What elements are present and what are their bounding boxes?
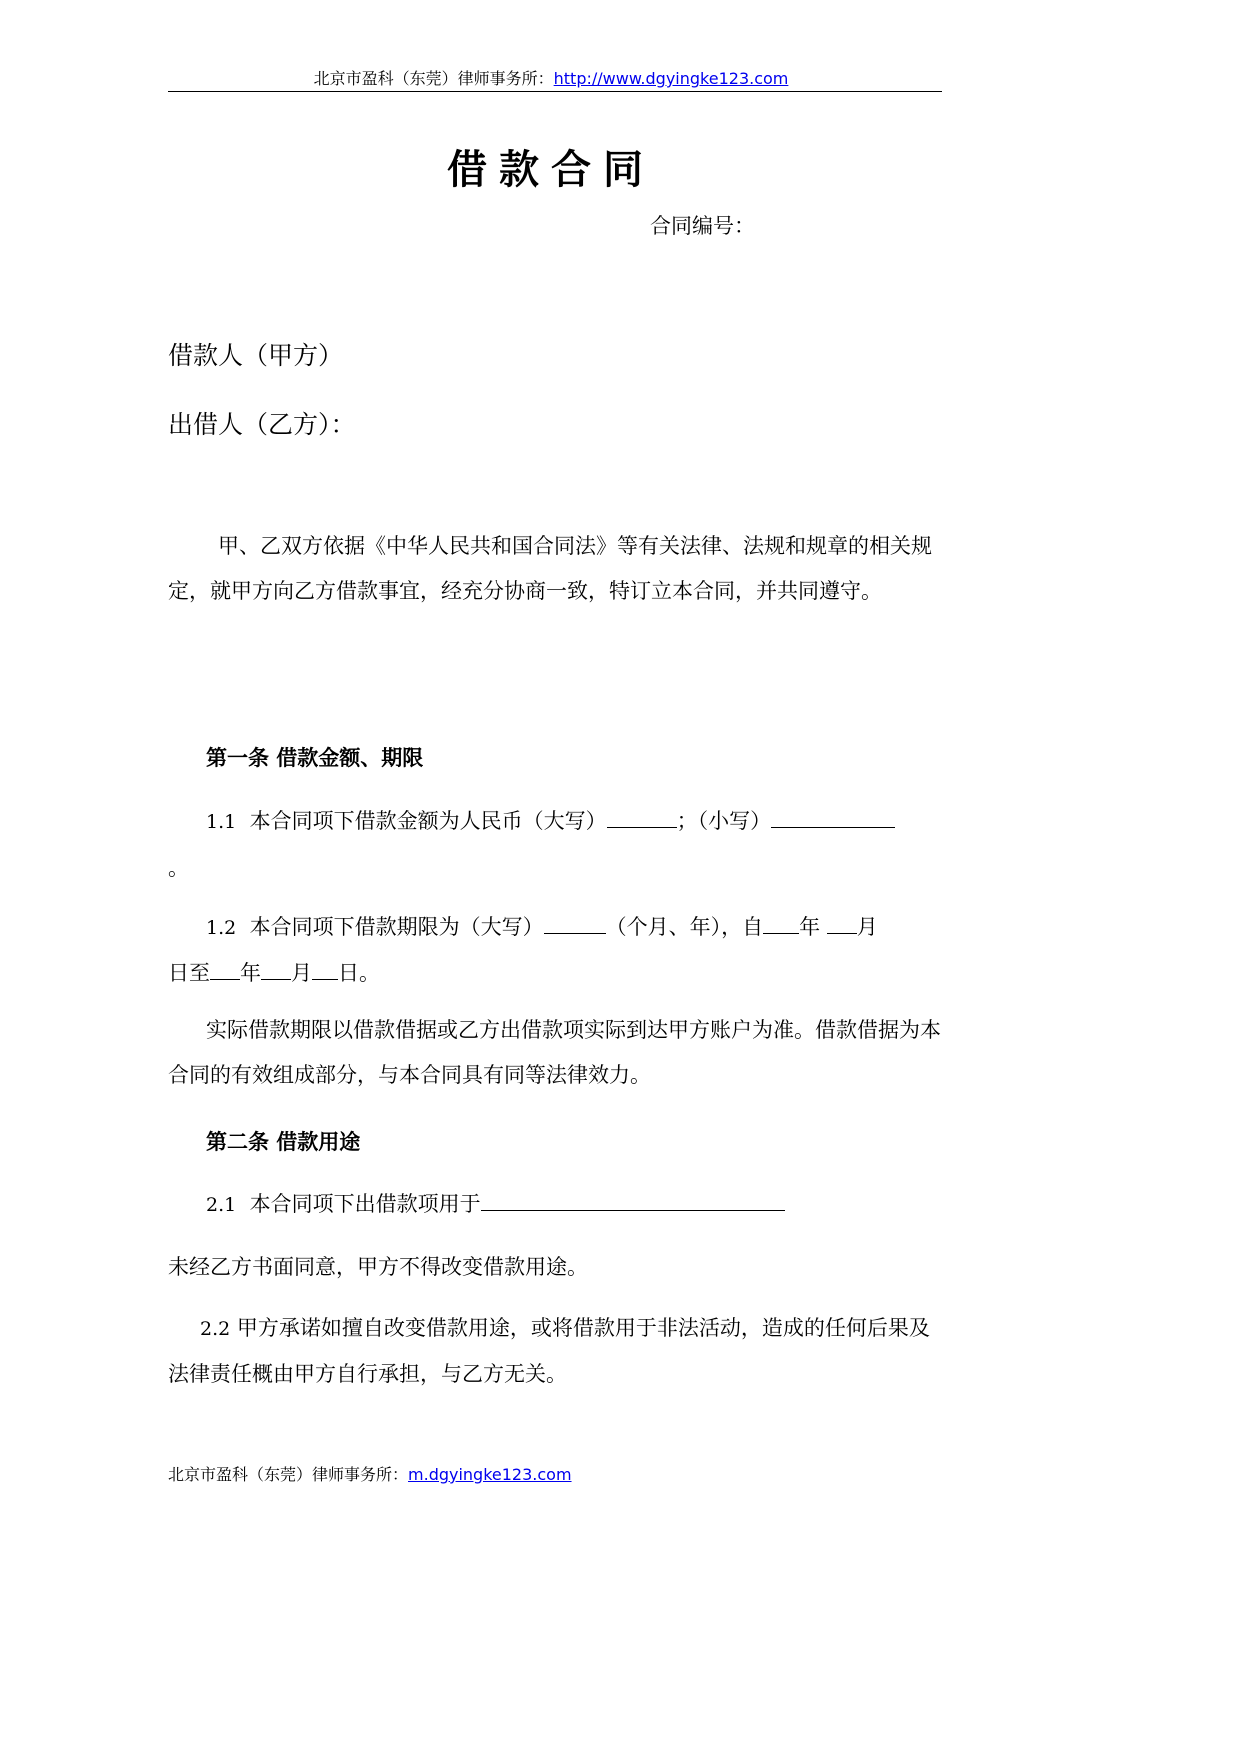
end-year-blank[interactable] (210, 958, 240, 980)
clause-text: （个月、年），自 (605, 915, 764, 939)
borrower-party-label: 借款人（甲方） (168, 341, 344, 370)
header-firm-name: 北京市盈科（东莞）律师事务所： (313, 69, 554, 88)
month-label: 月 (856, 915, 878, 939)
lender-party-label: 出借人（乙方）： (168, 410, 356, 439)
clause-2-1-cont: 未经乙方书面同意，甲方不得改变借款用途。 (168, 1255, 588, 1279)
footer-website-link[interactable]: m.dgyingke123.com (408, 1465, 572, 1484)
preamble-paragraph: 甲、乙双方依据《中华人民共和国合同法》等有关法律、法规和规章的相关规定，就甲方向乙方借款事宜，经充分协商一致，特订立本合同，并共同遵守。 (168, 534, 932, 603)
clause-number: 2.1 (206, 1194, 237, 1216)
document-title: 借款合同 (447, 147, 655, 193)
article-1-heading: 第一条 借款金额、期限 (206, 746, 424, 770)
header-website-link[interactable]: http://www.dgyingke123.com (553, 69, 789, 88)
end-day-blank[interactable] (312, 958, 338, 980)
clause-text: 本合同项下借款金额为人民币（大写） (249, 809, 607, 833)
clause-1-1 (206, 805, 895, 835)
clause-text: ；（小写） (676, 809, 772, 833)
clause-1-2 (206, 911, 878, 941)
clause-2-2 (168, 1306, 942, 1397)
start-year-blank[interactable] (763, 912, 799, 934)
clause-1-2-cont (168, 957, 380, 987)
clause-number: 2.2 (200, 1318, 231, 1340)
article-1-note: 实际借款期限以借款借据或乙方出借款项实际到达甲方账户为准。借款借据为本合同的有效组成部分，与本合同具有同等法律效力。 (168, 1018, 941, 1087)
contract-number-label: 合同编号： (650, 214, 755, 238)
header-divider (168, 91, 942, 92)
clause-text: 本合同项下出借款项用于 (249, 1192, 481, 1216)
day-to-label: 日至 (168, 961, 210, 985)
amount-uppercase-blank[interactable] (607, 806, 677, 828)
footer-firm-name: 北京市盈科（东莞）律师事务所： (168, 1465, 409, 1484)
loan-purpose-blank[interactable] (481, 1189, 785, 1211)
end-month-blank[interactable] (261, 958, 291, 980)
clause-text: 甲方承诺如擅自改变借款用途，或将借款用于非法活动，造成的任何后果及法律责任概由甲方自行承担，与乙方无关。 (168, 1316, 930, 1386)
page-header (0, 66, 1102, 89)
year-label: 年 (799, 915, 821, 939)
article-2-heading: 第二条 借款用途 (206, 1130, 361, 1154)
start-month-blank[interactable] (827, 912, 857, 934)
clause-text: 本合同项下借款期限为（大写） (249, 915, 544, 939)
day-label: 日。 (338, 961, 380, 985)
clause-2-1 (206, 1188, 785, 1218)
term-length-blank[interactable] (544, 912, 606, 934)
page-footer (168, 1462, 572, 1485)
month-label: 月 (291, 961, 312, 985)
clause-1-1-end: 。 (168, 856, 189, 880)
amount-numeric-blank[interactable] (771, 806, 895, 828)
clause-number: 1.1 (206, 811, 237, 833)
clause-number: 1.2 (206, 917, 237, 939)
year-label: 年 (240, 961, 261, 985)
